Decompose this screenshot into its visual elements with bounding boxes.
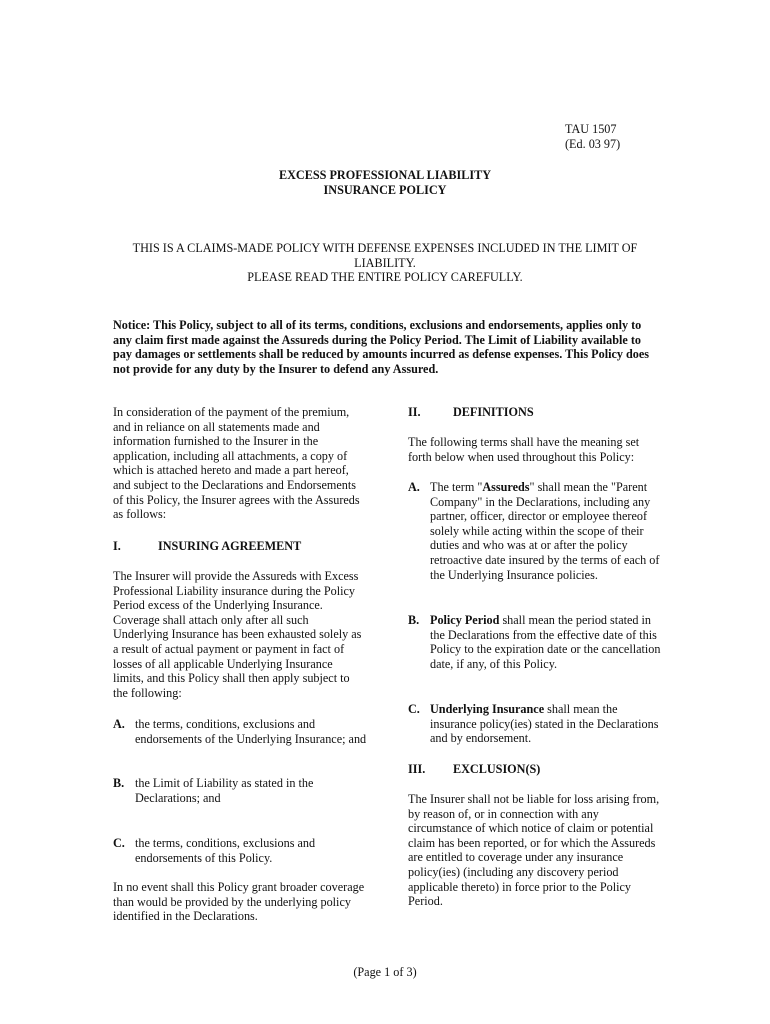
- closing-paragraph: In no event shall this Policy grant broader coverage than would be provided by the underlying policy identified in the Declarations.: [113, 880, 365, 924]
- defined-term: Policy Period: [430, 613, 500, 627]
- form-edition: (Ed. 03 97): [565, 136, 621, 151]
- title-line-1: EXCESS PROFESSIONAL LIABILITY: [279, 168, 491, 182]
- claims-made-banner: [80, 241, 690, 285]
- definition-text: Underlying Insurance shall mean the insurance policy(ies) stated in the Declarations and by endorsement.: [430, 702, 659, 746]
- right-column: [408, 405, 660, 945]
- section-definitions-heading: [408, 405, 668, 420]
- section-title: DEFINITIONS: [453, 405, 534, 419]
- left-column: [113, 405, 365, 945]
- form-code: TAU 1507: [565, 122, 617, 136]
- notice-paragraph: Notice: This Policy, subject to all of its terms, conditions, exclusions and endorsements, applies only to any claim first made against the Assureds during the Policy Period. The Limit of Liability available to pay damages or settlements shall be reduced by amounts incurred as defense expenses. This Policy does not provide for any duty by the Insurer to defend any Assured.: [113, 318, 650, 376]
- definitions-intro: The following terms shall have the meaning set forth below when used throughout this Policy:: [408, 435, 640, 464]
- list-marker: B.: [113, 776, 125, 790]
- definition-marker: B.: [408, 613, 420, 627]
- page-number: (Page 1 of 3): [353, 965, 417, 979]
- section-title: INSURING AGREEMENT: [158, 539, 302, 553]
- document-title: [0, 168, 770, 197]
- section-title: EXCLUSION(S): [453, 762, 541, 776]
- list-marker: A.: [113, 717, 125, 731]
- list-text: the terms, conditions, exclusions and endorsements of this Policy.: [135, 836, 316, 865]
- banner-line-3: PLEASE READ THE ENTIRE POLICY CAREFULLY.: [247, 270, 523, 285]
- defined-term: Assureds: [482, 480, 530, 494]
- list-marker: C.: [113, 836, 125, 850]
- list-text: the terms, conditions, exclusions and endorsements of the Underlying Insurance; and: [135, 717, 367, 746]
- defined-term: Underlying Insurance: [430, 702, 545, 716]
- definition-marker: A.: [408, 480, 420, 494]
- list-text: the Limit of Liability as stated in the Declarations; and: [135, 776, 314, 805]
- title-line-2: INSURANCE POLICY: [323, 182, 447, 197]
- exclusions-paragraph: The Insurer shall not be liable for loss arising from, by reason of, or in connection with any circumstance of which notice of claim or potential claim has been reported, or for which the Assureds are entitled to coverage under any insurance policy(ies) (including any discovery period applicable thereto) in force prior to the Policy Period.: [408, 792, 660, 909]
- definition-marker: C.: [408, 702, 420, 716]
- definition-text: The term "Assureds" shall mean the "Parent Company" in the Declarations, including any partner, officer, director or employee thereof solely while acting within the scope of their duties and who was at or after the policy retroactive date insured by the terms of each of the Underlying Insurance policies.: [430, 480, 660, 582]
- section-number: I.: [113, 539, 121, 553]
- consideration-paragraph: In consideration of the payment of the premium, and in reliance on all statements made and information furnished to the Insurer in the application, including all attachments, a copy of which is attached hereto and made a part hereof, and subject to the Declarations and Endorsements of this Policy, the Insurer agrees with the Assureds as follows:: [113, 405, 360, 522]
- section-number: II.: [408, 405, 421, 419]
- section-number: III.: [408, 762, 426, 776]
- banner-line-2: LIABILITY.: [354, 255, 416, 270]
- section-exclusions-heading: [408, 762, 668, 777]
- definition-text: Policy Period shall mean the period stated in the Declarations from the effective date of this Policy to the expiration date or the cancellation date, if any, of this Policy.: [430, 613, 661, 671]
- form-identifier: [565, 122, 705, 151]
- insuring-agreement-paragraph: The Insurer will provide the Assureds with Excess Professional Liability insurance during the Policy Period excess of the Underlying Insurance. Coverage shall attach only after all such Underlying Insurance has been exhausted solely as a result of actual payment or payment in fact of losses of all applicable Underlying Insurance limits, and this Policy shall then apply subject to the following:: [113, 569, 362, 700]
- section-insuring-agreement-heading: [113, 539, 365, 554]
- banner-line-1: THIS IS A CLAIMS-MADE POLICY WITH DEFENSE EXPENSES INCLUDED IN THE LIMIT OF: [132, 241, 638, 255]
